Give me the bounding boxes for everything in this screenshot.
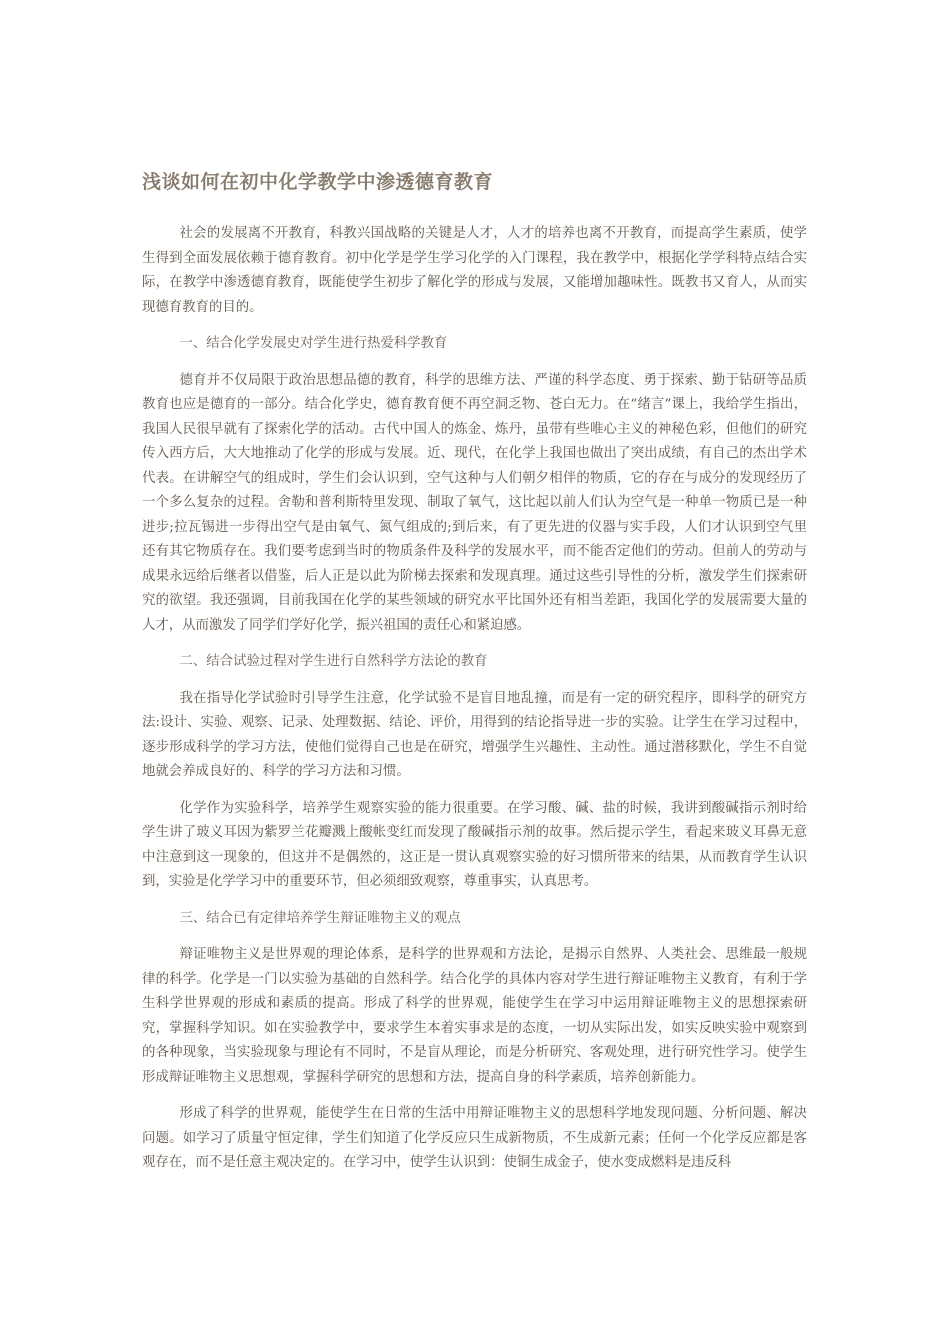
body-paragraph: 德育并不仅局限于政治思想品德的教育，科学的思维方法、严谨的科学态度、勇于探索、勤于钻研等品质教育也应是德育的一部分。结合化学史，德育教育便不再空洞乏物、苍白无力。在“绪言”课上，我给学生指出，我国人民很早就有了探索化学的活动。古代中国人的炼金、炼丹，虽带有些唯心主义的神秘色彩，但他们的研究传入西方后，大大地推动了化学的形成与发展。近、现代，在化学上我国也做出了突出成绩，有自己的杰出学术代表。在讲解空气的组成时，学生们会认识到，空气这种与人们朝夕相伴的物质，它的存在与成分的发现经历了一个多么复杂的过程。舍勒和普利斯特里发现、制取了氧气，这比起以前人们认为空气是一种单一物质已是一种进步;拉瓦锡进一步得出空气是由氧气、氮气组成的;到后来，有了更先进的仪器与实手段，人们才认识到空气里还有其它物质存在。我们要考虑到当时的物质条件及科学的发展水平，而不能否定他们的劳动。但前人的劳动与成果永远给后继者以借鉴，后人正是以此为阶梯去探索和发现真理。通过这些引导性的分析，激发学生们探索研究的欲望。我还强调，目前我国在化学的某些领域的研究水平比国外还有相当差距，我国化学的发展需要大量的人才，从而激发了同学们学好化学，振兴祖国的责任心和紧迫感。 — [142, 372, 807, 633]
body-paragraph: 辩证唯物主义是世界观的理论体系，是科学的世界观和方法论，是揭示自然界、人类社会、思维最一般规律的科学。化学是一门以实验为基础的自然科学。结合化学的具体内容对学生进行辩证唯物主义教育，有利于学生科学世界观的形成和素质的提高。形成了科学的世界观，能使学生在学习中运用辩证唯物主义的思想探索研究，掌握科学知识。如在实验教学中，要求学生本着实事求是的态度，一切从实际出发，如实反映实验中观察到的各种现象，当实验现象与理论有不同时，不是盲从理论，而是分析研究、客观处理，进行研究性学习。使学生形成辩证唯物主义思想观，掌握科学研究的思想和方法，提高自身的科学素质，培养创新能力。 — [142, 947, 807, 1085]
document-page — [142, 168, 807, 1188]
body-paragraph: 我在指导化学试验时引导学生注意，化学试验不是盲目地乱撞，而是有一定的研究程序，即科学的研究方法:设计、实验、观察、记录、处理数据、结论、评价，用得到的结论指导进一步的实验。让学生在学习过程中，逐步形成科学的学习方法，使他们觉得自己也是在研究，增强学生兴趣性、主动性。通过潜移默化，学生不自觉地就会养成良好的、科学的学习方法和习惯。 — [142, 690, 807, 779]
body-paragraph: 形成了科学的世界观，能使学生在日常的生活中用辩证唯物主义的思想科学地发现问题、分析问题、解决问题。如学习了质量守恒定律，学生们知道了化学反应只生成新物质，不生成新元素；任何一个化学反应都是客观存在，而不是任意主观决定的。在学习中，使学生认识到：使铜生成金子，使水变成燃料是违反科 — [142, 1106, 807, 1170]
section-heading: 二、结合试验过程对学生进行自然科学方法论的教育 — [179, 654, 488, 669]
document-body — [142, 222, 807, 1176]
body-paragraph: 社会的发展离不开教育，科教兴国战略的关键是人才，人才的培养也离不开教育，而提高学生素质，使学生得到全面发展依赖于德育教育。初中化学是学生学习化学的入门课程，我在教学中，根据化学学科特点结合实际，在教学中渗透德育教育，既能使学生初步了解化学的形成与发展，又能增加趣味性。既教书又育人，从而实现德育教育的目的。 — [142, 226, 807, 315]
body-paragraph: 化学作为实验科学，培养学生观察实验的能力很重要。在学习酸、碱、盐的时候，我讲到酸碱指示剂时给学生讲了玻义耳因为紫罗兰花瓣溅上酸帐变红而发现了酸碱指示剂的故事。然后提示学生，看起来玻义耳鼻无意中注意到这一现象的，但这并不是偶然的，这正是一贯认真观察实验的好习惯所带来的结果，从而教育学生认识到，实验是化学学习中的重要环节，但必须细致观察，尊重事实，认真思考。 — [142, 800, 807, 889]
section-heading: 三、结合已有定律培养学生辩证唯物主义的观点 — [179, 910, 461, 926]
section-heading: 一、结合化学发展史对学生进行热爱科学教育 — [179, 336, 448, 351]
document-title: 浅谈如何在初中化学教学中渗透德育教育 — [142, 171, 494, 193]
